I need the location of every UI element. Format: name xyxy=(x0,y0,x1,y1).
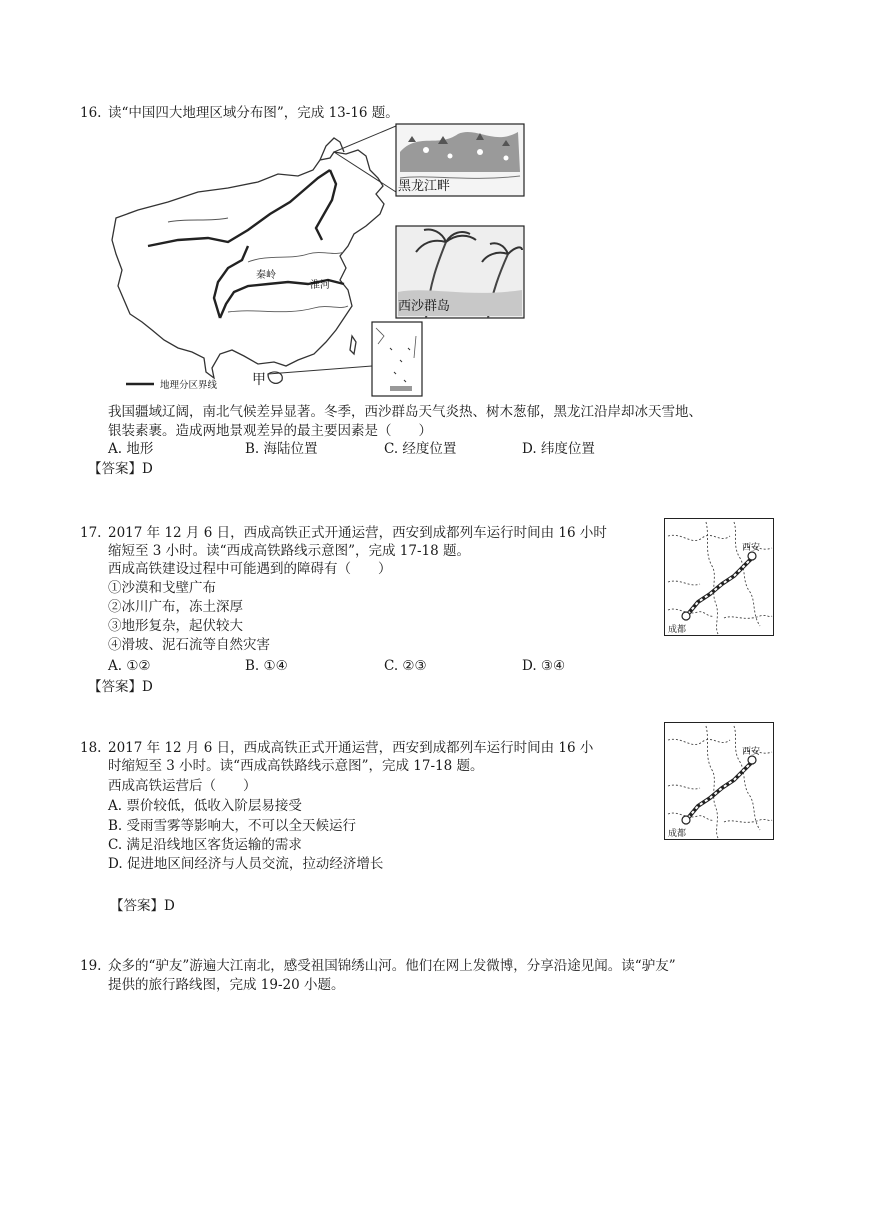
photo-heilongjiang-label: 黑龙江畔 xyxy=(398,179,451,194)
q16-option-b[interactable]: B. 海陆位置 xyxy=(245,441,318,457)
qingzang-boundary xyxy=(214,246,248,318)
q18-answer: 【答案】D xyxy=(110,898,175,914)
q17-answer: 【答案】D xyxy=(88,679,153,695)
q16-number: 16. xyxy=(80,105,102,121)
q18-line2: 时缩短至 3 小时。读“西成高铁路线示意图”，完成 17-18 题。 xyxy=(108,758,484,774)
q16-option-a[interactable]: A. 地形 xyxy=(108,441,154,457)
xicheng-railway-map-18 xyxy=(664,722,774,840)
map17-chengdu: 成都 xyxy=(668,625,687,635)
q16-answer: 【答案】D xyxy=(88,461,153,477)
q16-body-line1: 我国疆域辽阔，南北气候差异显著。冬季，西沙群岛天气炎热、树木葱郁，黑龙江沿岸却冰天雪地、 xyxy=(108,404,702,420)
q19-line2: 提供的旅行路线图，完成 19-20 小题。 xyxy=(108,977,345,993)
q16-option-d[interactable]: D. 纬度位置 xyxy=(522,441,595,457)
china-regions-map xyxy=(108,122,528,398)
q18-option-c[interactable]: C. 满足沿线地区客货运输的需求 xyxy=(108,837,302,853)
q18-line3: 西成高铁运营后（ ） xyxy=(108,778,257,794)
map18-xian: 西安 xyxy=(742,747,761,757)
q18-option-d[interactable]: D. 促进地区间经济与人员交流，拉动经济增长 xyxy=(108,856,384,872)
label-jia: 甲 xyxy=(252,372,266,388)
label-huaihe: 淮河 xyxy=(310,280,330,291)
q17-option-c[interactable]: C. ②③ xyxy=(384,658,427,674)
q18-option-a[interactable]: A. 票价较低，低收入阶层易接受 xyxy=(108,798,302,814)
photo-xisha-label: 西沙群岛 xyxy=(398,299,451,314)
q17-line1: 2017 年 12 月 6 日，西成高铁正式开通运营，西安到成都列车运行时间由 16 小时 xyxy=(108,525,607,541)
map17-xian: 西安 xyxy=(742,543,761,553)
q18-option-b[interactable]: B. 受雨雪雾等影响大，不可以全天候运行 xyxy=(108,818,357,834)
q17-item-2: ②冰川广布，冻土深厚 xyxy=(108,599,243,615)
q16-option-c[interactable]: C. 经度位置 xyxy=(384,441,457,457)
photo-heilongjiang xyxy=(396,124,524,196)
q19-number: 19. xyxy=(80,958,102,974)
photo-xisha xyxy=(396,226,524,318)
south-china-sea-inset xyxy=(372,322,422,396)
q17-line2: 缩短至 3 小时。读“西成高铁路线示意图”，完成 17-18 题。 xyxy=(108,543,470,559)
q16-stem: 读“中国四大地理区域分布图”，完成 13-16 题。 xyxy=(108,105,399,121)
q16-body-line2: 银装素裹。造成两地景观差异的最主要因素是（ ） xyxy=(108,423,432,439)
map18-chengdu: 成都 xyxy=(668,829,687,839)
xicheng-railway-map-17 xyxy=(664,518,774,636)
q17-option-b[interactable]: B. ①④ xyxy=(245,658,288,674)
china-outline xyxy=(112,150,384,378)
q17-option-a[interactable]: A. ①② xyxy=(108,658,151,674)
label-qinling: 秦岭 xyxy=(256,270,276,281)
q19-line1: 众多的“驴友”游遍大江南北，感受祖国锦绣山河。他们在网上发微博，分享沿途见闻。读“驴友” xyxy=(108,958,676,974)
q17-item-3: ③地形复杂，起伏较大 xyxy=(108,618,243,634)
q17-option-d[interactable]: D. ③④ xyxy=(522,658,566,674)
q17-number: 17. xyxy=(80,525,102,541)
q17-item-4: ④滑坡、泥石流等自然灾害 xyxy=(108,637,270,653)
q18-line1: 2017 年 12 月 6 日，西成高铁正式开通运营，西安到成都列车运行时间由 16 小 xyxy=(108,740,594,756)
map-legend: 地理分区界线 xyxy=(160,380,218,391)
q18-number: 18. xyxy=(80,740,102,756)
east-boundary xyxy=(316,170,336,240)
q17-item-1: ①沙漠和戈壁广布 xyxy=(108,580,216,596)
q17-line3: 西成高铁建设过程中可能遇到的障碍有（ ） xyxy=(108,561,392,577)
northwest-boundary xyxy=(148,170,330,246)
